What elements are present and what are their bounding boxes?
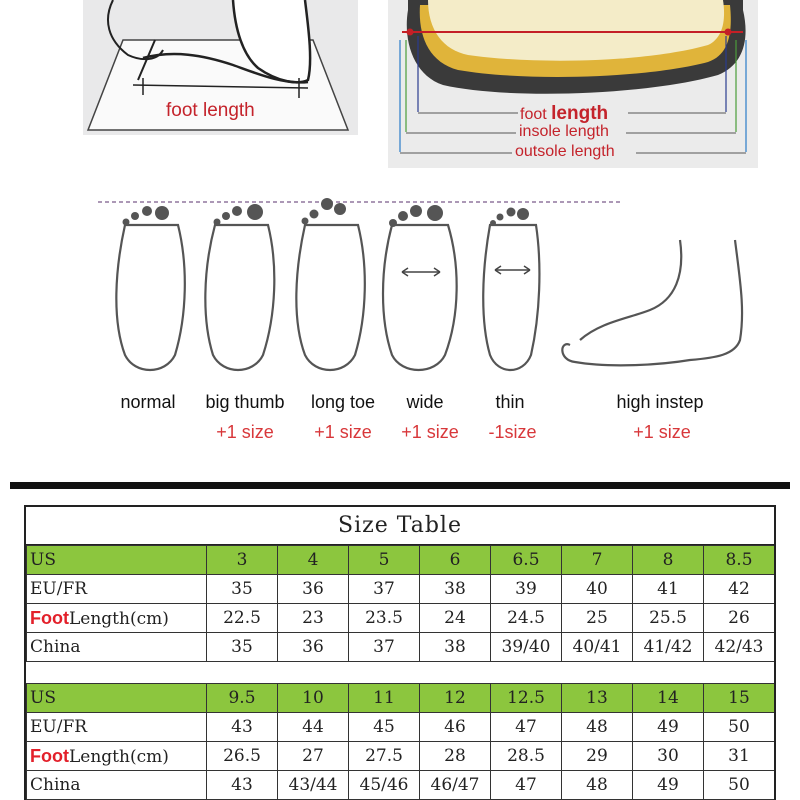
size-cell: 22.5: [207, 604, 278, 633]
size-cell: 42/43: [704, 633, 775, 662]
size-cell: 6: [420, 546, 491, 575]
size-table: [24, 505, 776, 800]
size-table-grid: [26, 545, 775, 800]
size-cell: 28.5: [491, 742, 562, 771]
size-cell: 7: [562, 546, 633, 575]
size-cell: 27.5: [349, 742, 420, 771]
foot-types-section: [90, 190, 790, 450]
size-row-foot-length: [27, 742, 775, 771]
size-adjust-long-toe: +1 size: [314, 422, 372, 442]
size-cell: 8.5: [704, 546, 775, 575]
size-cell: 41: [633, 575, 704, 604]
foot-length-label: foot length: [166, 100, 255, 121]
size-cell: 4: [278, 546, 349, 575]
size-cell: 37: [349, 575, 420, 604]
size-cell: 15: [704, 684, 775, 713]
row-label: China: [27, 633, 207, 662]
size-row-us: [27, 684, 775, 713]
size-cell: 43: [207, 771, 278, 800]
size-cell: 50: [704, 713, 775, 742]
size-row-eu-fr: [27, 575, 775, 604]
foot-type-big-thumb: big thumb: [205, 392, 285, 412]
foot-word-red: Foot: [30, 745, 69, 766]
size-cell: 45: [349, 713, 420, 742]
size-cell: 46/47: [420, 771, 491, 800]
length-cm-label: Length(cm): [68, 746, 169, 767]
size-cell: 40: [562, 575, 633, 604]
size-cell: 23.5: [349, 604, 420, 633]
insole-length-label: insole length: [519, 123, 609, 140]
size-table-body: [27, 546, 775, 800]
size-cell: 36: [278, 633, 349, 662]
size-cell: 30: [633, 742, 704, 771]
size-cell: 8: [633, 546, 704, 575]
size-cell: 3: [207, 546, 278, 575]
size-cell: 38: [420, 575, 491, 604]
size-cell: 6.5: [491, 546, 562, 575]
size-row-foot-length: [27, 604, 775, 633]
size-cell: 29: [562, 742, 633, 771]
size-adjust-thin: -1size: [488, 422, 537, 442]
row-label: [27, 604, 207, 633]
size-table-title: Size Table: [26, 507, 774, 545]
size-cell: 35: [207, 575, 278, 604]
row-label: EU/FR: [27, 575, 207, 604]
size-cell: 36: [278, 575, 349, 604]
size-cell: 27: [278, 742, 349, 771]
foot-measure-illustration: [83, 0, 358, 135]
size-cell: 5: [349, 546, 420, 575]
section-divider: [10, 482, 790, 489]
size-cell: 12: [420, 684, 491, 713]
foot-type-normal: normal: [120, 392, 176, 412]
size-adjust-high-instep: +1 size: [633, 422, 691, 442]
size-cell: 28: [420, 742, 491, 771]
size-cell: 43: [207, 713, 278, 742]
size-cell: 10: [278, 684, 349, 713]
size-cell: 50: [704, 771, 775, 800]
size-cell: 38: [420, 633, 491, 662]
row-label: US: [27, 546, 207, 575]
size-cell: 39: [491, 575, 562, 604]
size-cell: 14: [633, 684, 704, 713]
foot-type-wide: wide: [406, 392, 444, 412]
size-cell: 9.5: [207, 684, 278, 713]
length-cm-label: Length(cm): [68, 608, 169, 629]
size-cell: 25: [562, 604, 633, 633]
foot-type-thin: thin: [495, 392, 525, 412]
length-word: length: [551, 103, 609, 124]
size-cell: 11: [349, 684, 420, 713]
size-cell: 46: [420, 713, 491, 742]
size-cell: 37: [349, 633, 420, 662]
size-cell: 23: [278, 604, 349, 633]
size-row-eu-fr: [27, 713, 775, 742]
size-cell: 39/40: [491, 633, 562, 662]
size-cell: 47: [491, 771, 562, 800]
size-cell: 49: [633, 713, 704, 742]
spacer-cell: [27, 662, 775, 684]
size-cell: 13: [562, 684, 633, 713]
outsole-length-label: outsole length: [515, 143, 615, 160]
size-cell: 26.5: [207, 742, 278, 771]
size-cell: 40/41: [562, 633, 633, 662]
size-cell: 25.5: [633, 604, 704, 633]
size-cell: 26: [704, 604, 775, 633]
size-adjust-big-thumb: +1 size: [216, 422, 274, 442]
size-cell: 45/46: [349, 771, 420, 800]
size-cell: 31: [704, 742, 775, 771]
size-cell: 12.5: [491, 684, 562, 713]
size-cell: 41/42: [633, 633, 704, 662]
size-cell: 24: [420, 604, 491, 633]
foot-type-long-toe: long toe: [310, 392, 376, 412]
foot-word: foot: [520, 106, 547, 123]
row-label: EU/FR: [27, 713, 207, 742]
shoe-length-illustration: [388, 0, 758, 168]
row-label: China: [27, 771, 207, 800]
table-spacer-row: [27, 662, 775, 684]
size-cell: 44: [278, 713, 349, 742]
row-label: US: [27, 684, 207, 713]
size-row-china: [27, 771, 775, 800]
size-cell: 48: [562, 771, 633, 800]
row-label: [27, 742, 207, 771]
size-cell: 48: [562, 713, 633, 742]
size-cell: 24.5: [491, 604, 562, 633]
size-row-us: [27, 546, 775, 575]
size-adjust-wide: +1 size: [401, 422, 459, 442]
foot-word-red: Foot: [30, 607, 69, 628]
size-cell: 35: [207, 633, 278, 662]
size-cell: 42: [704, 575, 775, 604]
size-cell: 49: [633, 771, 704, 800]
foot-type-high-instep: high instep: [616, 392, 704, 412]
shoe-foot-length-label: [520, 103, 608, 125]
size-cell: 43/44: [278, 771, 349, 800]
size-cell: 47: [491, 713, 562, 742]
size-row-china: [27, 633, 775, 662]
